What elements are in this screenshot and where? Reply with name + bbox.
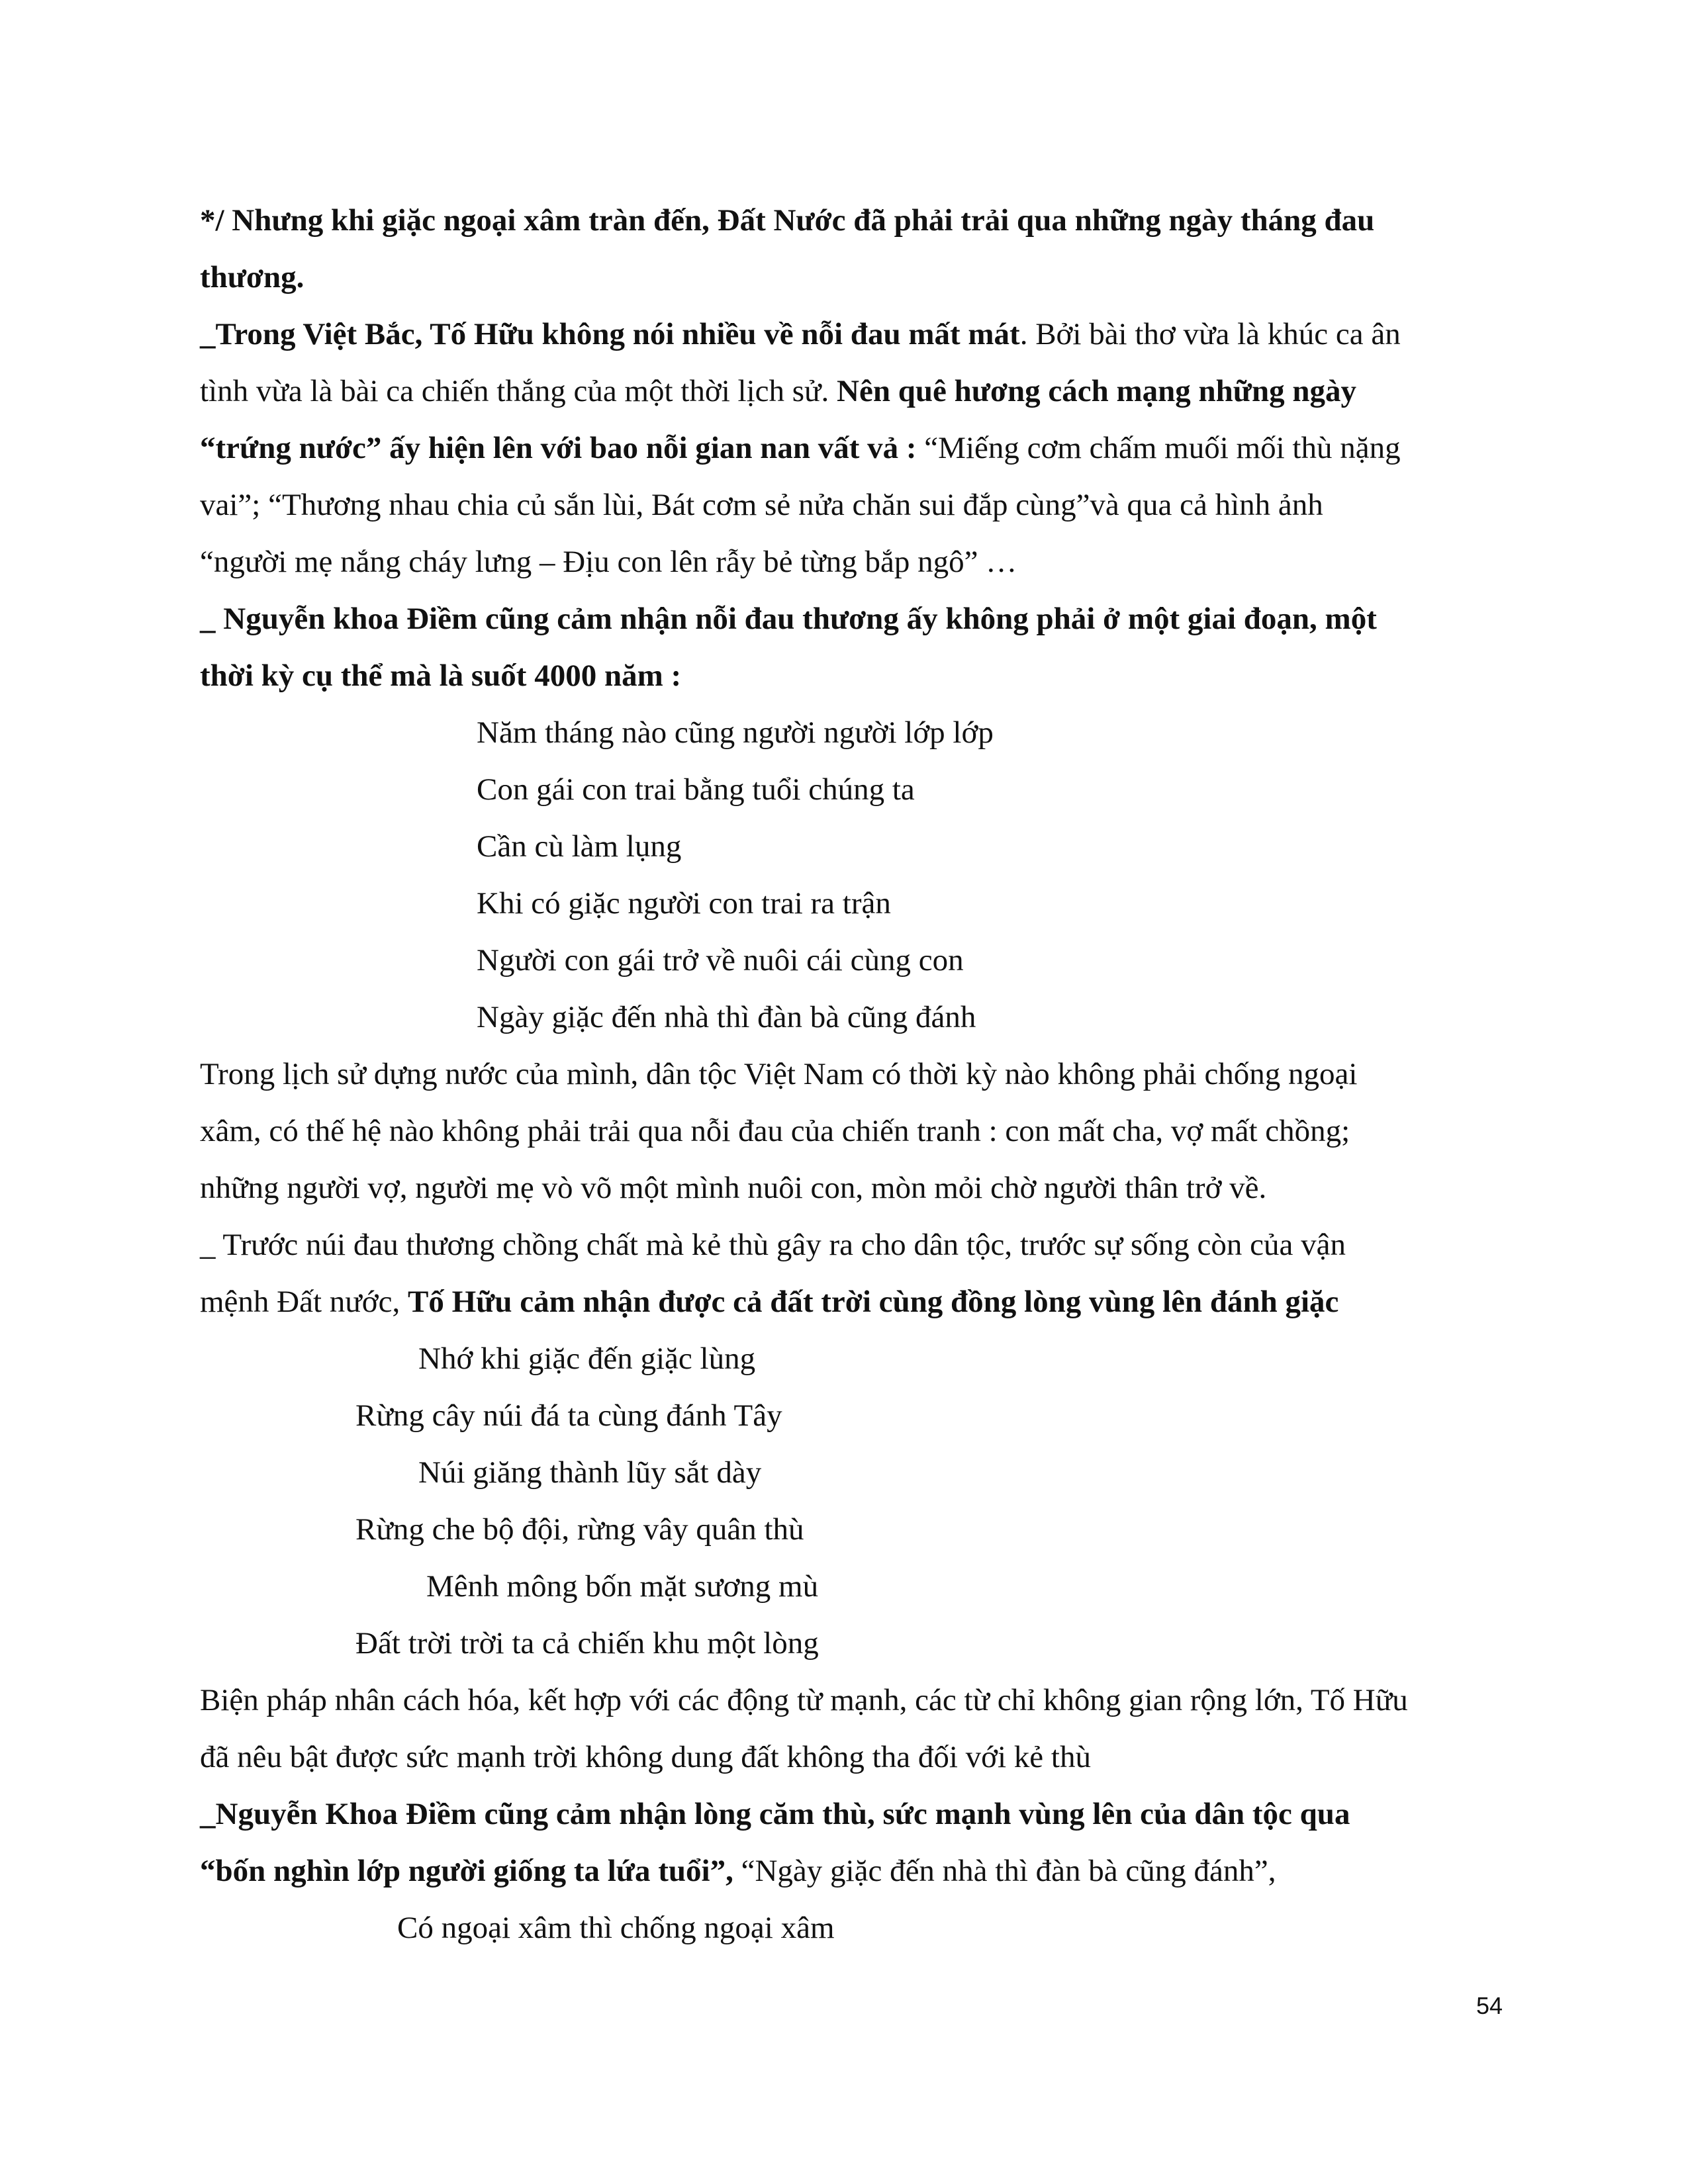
text-run: Mênh mông bốn mặt sương mù <box>426 1569 819 1604</box>
text-run: “người mẹ nắng cháy lưng – Địu con lên rẫy bẻ từng bắp ngô” … <box>200 545 1017 579</box>
text-line <box>200 1786 1491 1843</box>
bold-run: “trứng nước” ấy hiện lên với bao nỗi gian nan vất vả : <box>200 431 925 465</box>
text-line <box>200 1046 1491 1103</box>
verse-line <box>200 1899 1491 1956</box>
text-run: “Miếng cơm chấm muối mối thù nặng <box>924 431 1401 465</box>
verse-line <box>200 875 1491 932</box>
text-run: những người vợ, người mẹ vò võ một mình nuôi con, mòn mỏi chờ người thân trở về. <box>200 1171 1267 1205</box>
text-line <box>200 1103 1491 1160</box>
body-text <box>200 192 1491 1956</box>
text-run: Trong lịch sử dựng nước của mình, dân tộc Việt Nam có thời kỳ nào không phải chống ngoại <box>200 1057 1358 1091</box>
bold-run: “bốn nghìn lớp người giống ta lứa tuổi”, <box>200 1854 741 1888</box>
text-line <box>200 647 1491 704</box>
page-number: 54 <box>1476 1992 1503 2019</box>
text-run: Biện pháp nhân cách hóa, kết hợp với các động từ mạnh, các từ chỉ không gian rộng lớn, Tố Hữu <box>200 1683 1408 1717</box>
verse-line <box>200 1387 1491 1444</box>
bold-run: _Nguyễn Khoa Điềm cũng cảm nhận lòng căm thù, sức mạnh vùng lên của dân tộc qua <box>200 1797 1350 1831</box>
text-run: Ngày giặc đến nhà thì đàn bà cũng đánh <box>477 1000 976 1034</box>
text-line <box>200 1216 1491 1273</box>
text-run: Con gái con trai bằng tuổi chúng ta <box>477 772 915 807</box>
verse-line <box>200 1615 1491 1672</box>
bold-run: Nên quê hương cách mạng những ngày <box>837 374 1357 408</box>
text-run: Người con gái trở về nuôi cái cùng con <box>477 943 964 978</box>
text-run: Đất trời trời ta cả chiến khu một lòng <box>355 1626 819 1661</box>
bold-run: thời kỳ cụ thể mà là suốt 4000 năm : <box>200 659 682 693</box>
text-run: Năm tháng nào cũng người người lớp lớp <box>477 715 994 750</box>
text-run: xâm, có thế hệ nào không phải trải qua nỗi đau của chiến tranh : con mất cha, vợ mất chồng; <box>200 1114 1350 1148</box>
text-run: _ Trước núi đau thương chồng chất mà kẻ thù gây ra cho dân tộc, trước sự sống còn của vận <box>200 1228 1346 1262</box>
text-run: Rừng cây núi đá ta cùng đánh Tây <box>355 1398 782 1433</box>
bold-run: */ Nhưng khi giặc ngoại xâm tràn đến, Đất Nước đã phải trải qua những ngày tháng đau <box>200 203 1375 238</box>
text-line <box>200 533 1491 590</box>
verse-line <box>200 1444 1491 1501</box>
text-run: Nhớ khi giặc đến giặc lùng <box>418 1342 756 1376</box>
text-run: Có ngoại xâm thì chống ngoại xâm <box>397 1911 835 1945</box>
text-run: Rừng che bộ đội, rừng vây quân thù <box>355 1512 804 1547</box>
text-line <box>200 249 1491 306</box>
text-run: tình vừa là bài ca chiến thắng của một thời lịch sử. <box>200 374 837 408</box>
text-run: Núi giăng thành lũy sắt dày <box>418 1455 762 1490</box>
text-run: . Bởi bài thơ vừa là khúc ca ân <box>1019 317 1401 351</box>
verse-line <box>200 818 1491 875</box>
text-run: “Ngày giặc đến nhà thì đàn bà cũng đánh”, <box>741 1854 1276 1888</box>
text-line <box>200 420 1491 477</box>
text-run: vai”; “Thương nhau chia củ sắn lùi, Bát cơm sẻ nửa chăn sui đắp cùng”và qua cả hình ảnh <box>200 488 1323 522</box>
bold-run: thương. <box>200 260 305 295</box>
bold-run: _ Nguyễn khoa Điềm cũng cảm nhận nỗi đau thương ấy không phải ở một giai đoạn, một <box>200 602 1377 636</box>
verse-line <box>200 1558 1491 1615</box>
verse-line <box>200 989 1491 1046</box>
verse-line <box>200 1330 1491 1387</box>
text-line <box>200 1729 1491 1786</box>
text-run: đã nêu bật được sức mạnh trời không dung đất không tha đối với kẻ thù <box>200 1740 1091 1774</box>
text-line <box>200 590 1491 647</box>
verse-line <box>200 704 1491 761</box>
text-run: Khi có giặc người con trai ra trận <box>477 886 891 921</box>
text-line <box>200 1672 1491 1729</box>
text-line <box>200 306 1491 363</box>
bold-run: Tố Hữu cảm nhận được cả đất trời cùng đồng lòng vùng lên đánh giặc <box>407 1285 1339 1319</box>
text-run: mệnh Đất nước, <box>200 1285 408 1319</box>
text-run: Cần cù làm lụng <box>477 829 682 864</box>
verse-line <box>200 1501 1491 1558</box>
text-line <box>200 477 1491 533</box>
text-line <box>200 1843 1491 1899</box>
bold-run: _Trong Việt Bắc, Tố Hữu không nói nhiều về nỗi đau mất mát <box>200 317 1020 351</box>
text-line <box>200 192 1491 249</box>
verse-line <box>200 932 1491 989</box>
text-line <box>200 1160 1491 1216</box>
text-line <box>200 1273 1491 1330</box>
verse-line <box>200 761 1491 818</box>
text-line <box>200 363 1491 420</box>
